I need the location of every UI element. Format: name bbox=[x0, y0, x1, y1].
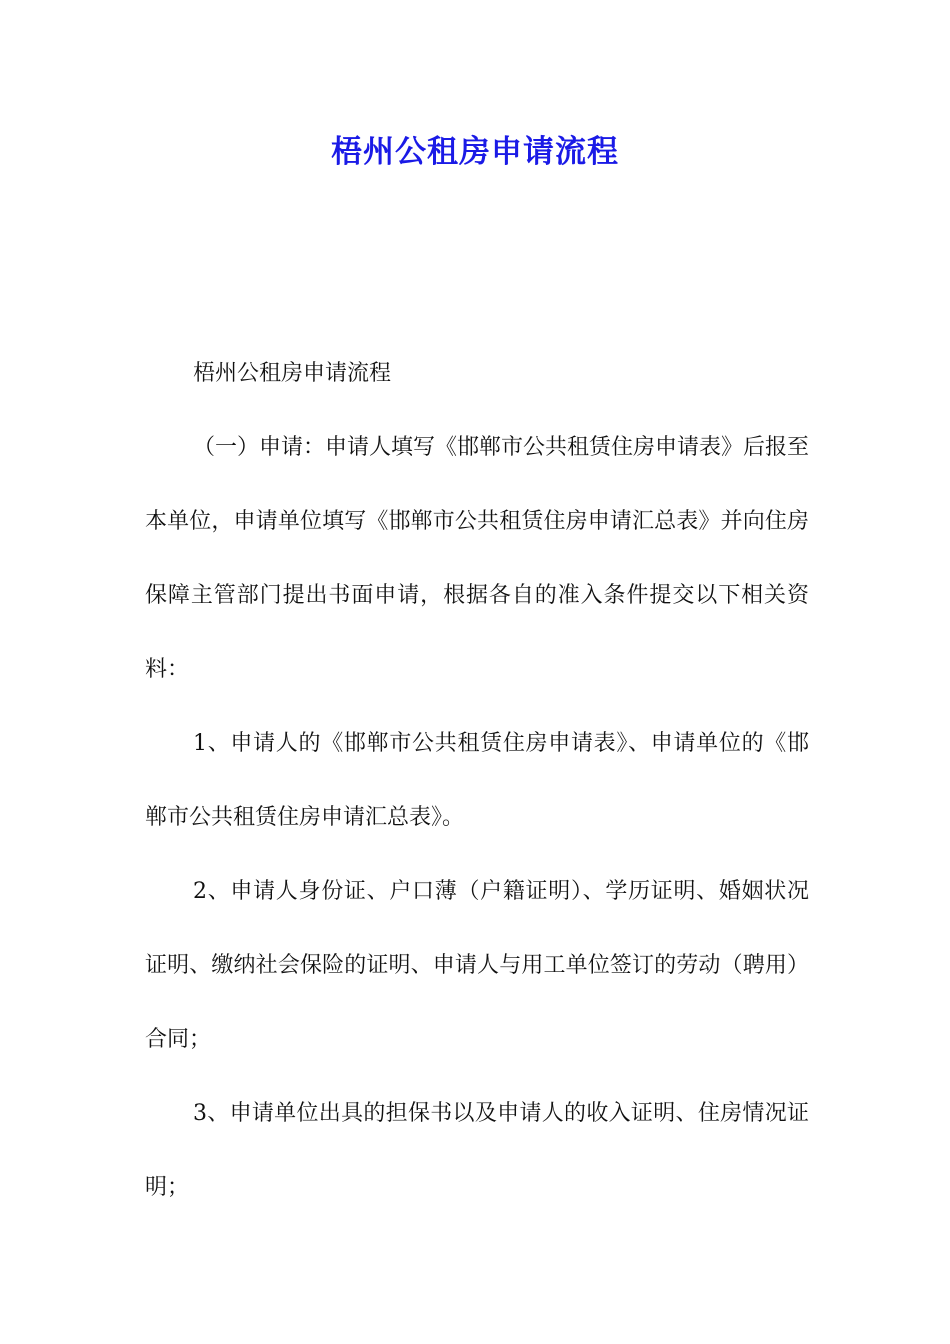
paragraph-application-step: （一）申请：申请人填写《邯郸市公共租赁住房申请表》后报至本单位，申请单位填写《邯郸市公共租赁住房申请汇总表》并向住房保障主管部门提出书面申请，根据各自的准入条件提交以下相关资料： bbox=[145, 435, 810, 682]
document-title: 梧州公租房申请流程 bbox=[331, 134, 619, 170]
paragraph-subtitle: 梧州公租房申请流程 bbox=[193, 361, 392, 386]
paragraph-item-2: 2、申请人身份证、户口薄（户籍证明）、学历证明、婚姻状况证明、缴纳社会保险的证明、申请人与用工单位签订的劳动（聘用）合同； bbox=[145, 879, 809, 1052]
paragraph-item-3: 3、申请单位出具的担保书以及申请人的收入证明、住房情况证明； bbox=[145, 1101, 809, 1200]
document-body bbox=[145, 337, 809, 1225]
paragraph-item-1: 1、申请人的《邯郸市公共租赁住房申请表》、申请单位的《邯郸市公共租赁住房申请汇总表》。 bbox=[145, 731, 809, 830]
